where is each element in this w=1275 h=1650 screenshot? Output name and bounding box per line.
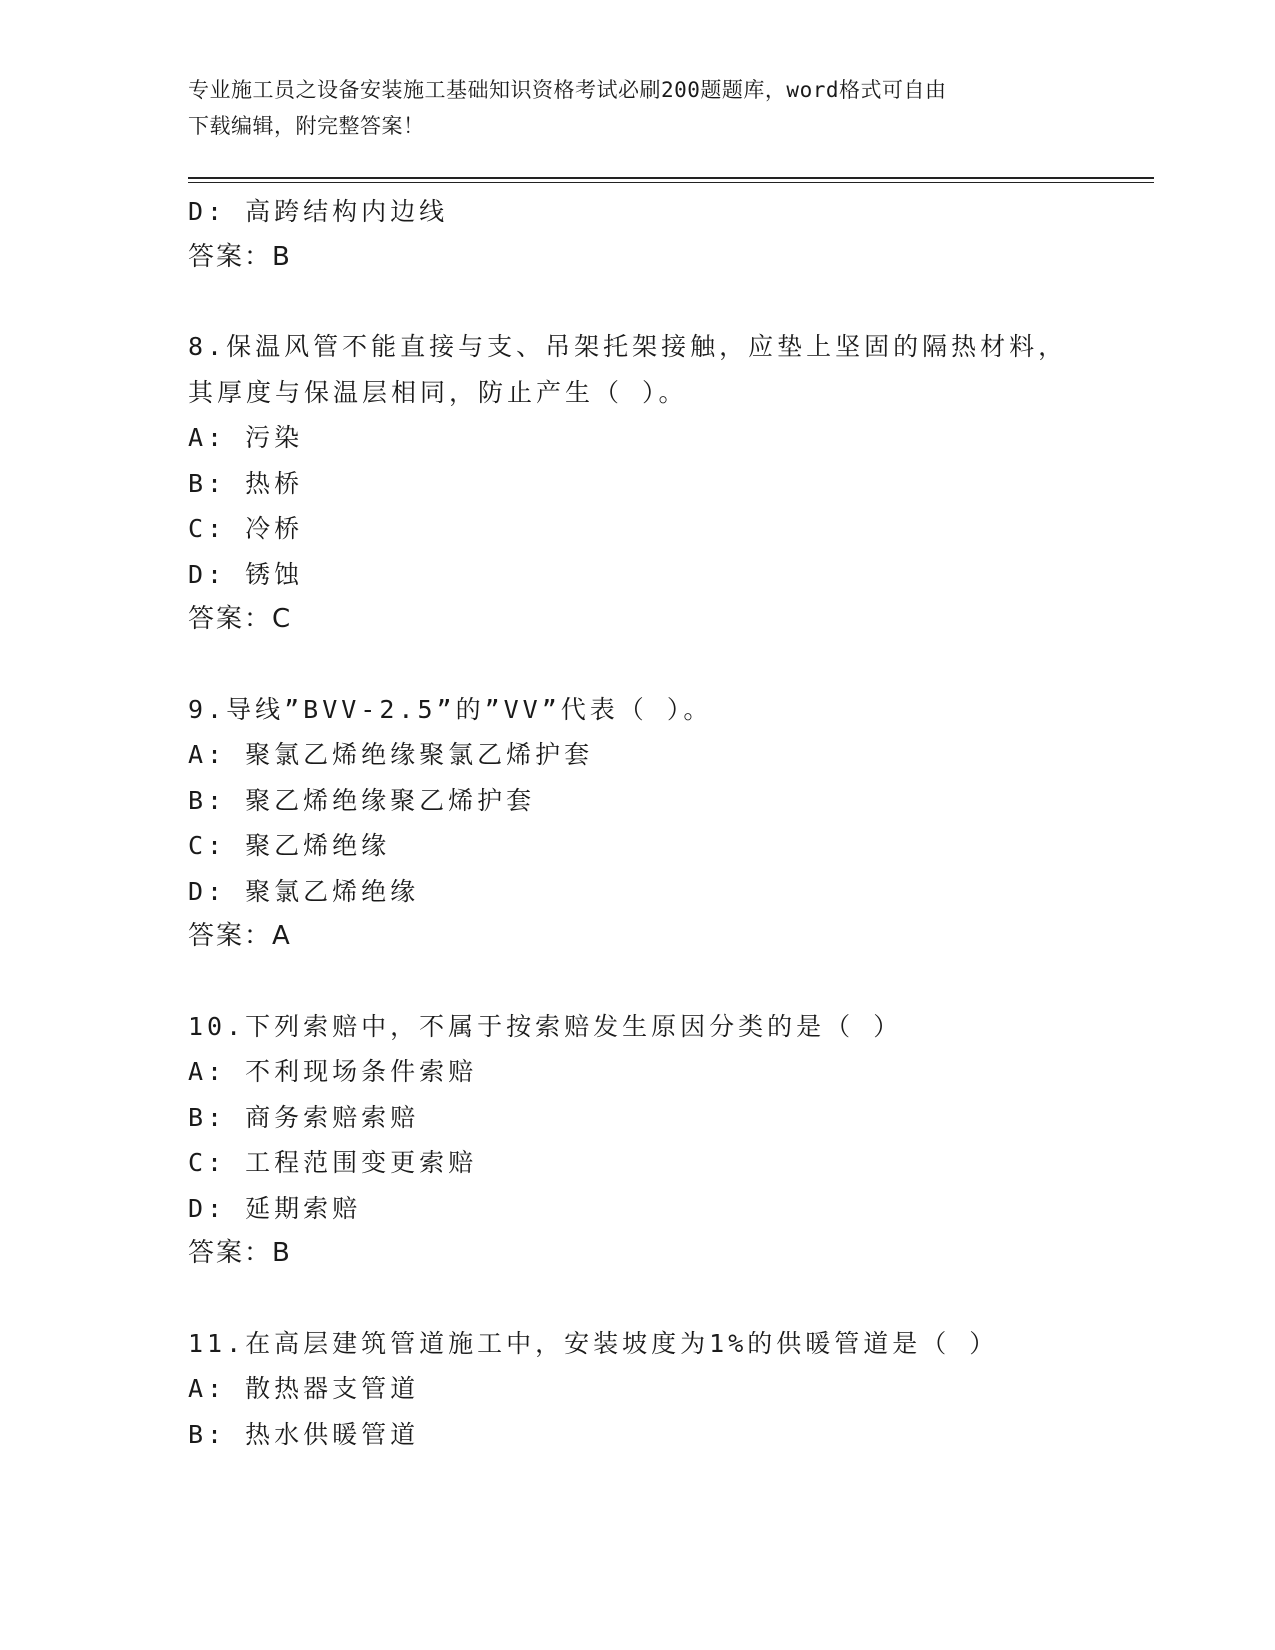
option-b: B: 聚乙烯绝缘聚乙烯护套 [188,785,536,815]
question-stem-continued: 其厚度与保温层相同，防止产生（ ）。 [188,377,688,407]
question-stem: 9.导线”BVV-2.5”的”VV”代表（ ）。 [188,694,713,724]
option-c: C: 工程范围变更索赔 [188,1148,478,1177]
option-d: D: 锈蚀 [188,559,304,589]
option-a: A: 污染 [188,423,304,452]
option-c: C: 聚乙烯绝缘 [188,831,391,860]
option-d: D: 延期索赔 [188,1193,362,1223]
header-line-2: 下载编辑，附完整答案！ [188,114,425,138]
question-8 [188,324,1088,643]
question-stem: 8.保温风管不能直接与支、吊架托架接触，应垫上坚固的隔热材料， [188,332,1068,361]
option-a: A: 聚氯乙烯绝缘聚氯乙烯护套 [188,740,594,769]
header-rule-thick [188,177,1154,179]
option-b: B: 商务索赔索赔 [188,1102,420,1132]
option-b: B: 热水供暖管道 [188,1419,420,1449]
answer: 答案：B [188,1238,292,1268]
page-header [188,72,1068,144]
answer: 答案：C [188,604,293,634]
question-stem: 10.下列索赔中，不属于按索赔发生原因分类的是（ ） [188,1011,903,1041]
option-d: D: 聚氯乙烯绝缘 [188,876,420,906]
header-rule-thin [188,182,1154,183]
question-11 [188,1321,1088,1458]
question-stem: 11.在高层建筑管道施工中，安装坡度为1%的供暖管道是（ ） [188,1328,999,1358]
option-a: A: 不利现场条件索赔 [188,1057,478,1086]
answer: 答案：B [188,241,292,272]
option-c: C: 冷桥 [188,514,304,543]
header-line-1: 专业施工员之设备安装施工基础知识资格考试必刷200题题库，word格式可自由 [188,78,947,102]
answer: 答案：A [188,921,292,951]
option-d: D: 高跨结构内边线 [188,197,449,226]
question-list [188,189,1088,1457]
question-10 [188,1004,1088,1277]
option-b: B: 热桥 [188,468,304,498]
question-9 [188,687,1088,960]
option-a: A: 散热器支管道 [188,1374,420,1403]
